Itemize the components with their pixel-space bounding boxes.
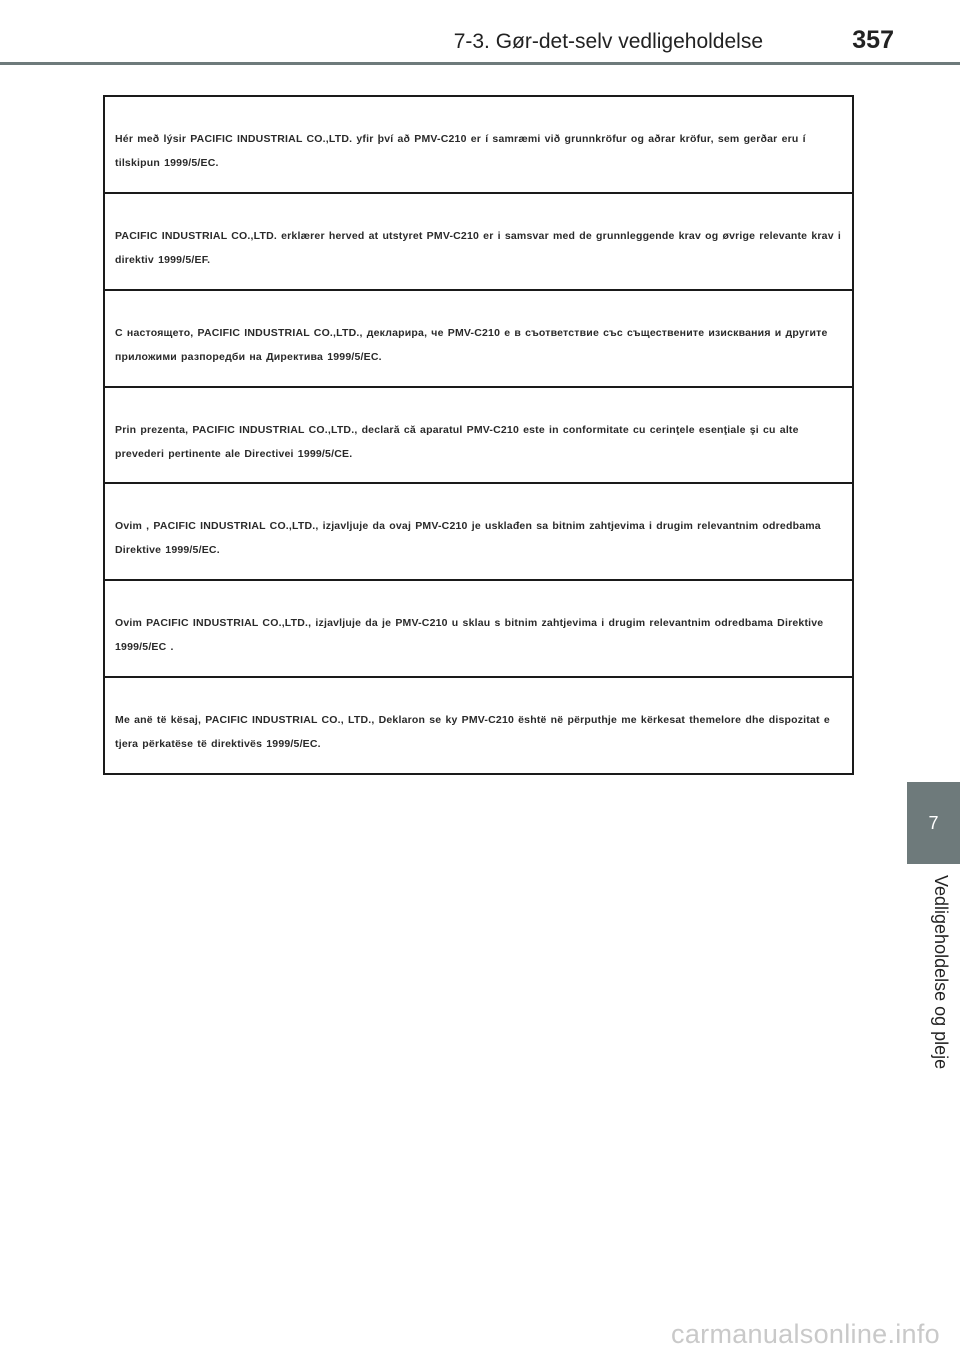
declaration-bosnian: Ovim , PACIFIC INDUSTRIAL CO.,LTD., izjavljuje da ovaj PMV-C210 je usklađen sa bitnim zahtjevima i drugim relevantnim odredbama Direktive 1999/5/EC. xyxy=(105,484,852,581)
declaration-bulgarian: С настоящето, PACIFIC INDUSTRIAL CO.,LTD., декларира, че PMV-C210 е в съответствие със съществените изисквания и другите приложими разпоредби на Директива 1999/5/EC. xyxy=(105,291,852,388)
declaration-icelandic: Hér með lýsir PACIFIC INDUSTRIAL CO.,LTD. yfir því að PMV-C210 er í samræmi við grunnkröfur og aðrar kröfur, sem gerðar eru í tilskipun 1999/5/EC. xyxy=(105,97,852,194)
watermark: carmanualsonline.info xyxy=(671,1319,940,1349)
chapter-label: Vedligeholdelse og pleje xyxy=(931,875,951,1070)
declaration-norwegian: PACIFIC INDUSTRIAL CO.,LTD. erklærer herved at utstyret PMV-C210 er i samsvar med de grunnleggende krav og øvrige relevante krav i direktiv 1999/5/EF. xyxy=(105,194,852,291)
section-title: 7-3. Gør-det-selv vedligeholdelse xyxy=(453,30,763,53)
chapter-number: 7 xyxy=(928,812,939,833)
header-rule xyxy=(0,62,960,65)
page-number: 357 xyxy=(852,26,894,54)
declaration-croatian: Ovim PACIFIC INDUSTRIAL CO.,LTD., izjavljuje da je PMV-C210 u sklau s bitnim zahtjevima i drugim relevantnim odredbama Direktive 1999/5/EC . xyxy=(105,581,852,678)
declaration-albanian: Me anë të kësaj, PACIFIC INDUSTRIAL CO., LTD., Deklaron se ky PMV-C210 është në përputhje me kërkesat themelore dhe dispozitat e tjera përkatëse të direktivës 1999/5/EC. xyxy=(115,714,830,751)
declaration-romanian: Prin prezenta, PACIFIC INDUSTRIAL CO.,LTD., declară că aparatul PMV-C210 este in conformitate cu cerinţele esenţiale şi cu alte prevederi pertinente ale Directivei 1999/5/CE. xyxy=(105,388,852,485)
page-header xyxy=(0,0,960,62)
declaration-table xyxy=(103,95,854,775)
chapter-tab[interactable] xyxy=(907,782,960,864)
